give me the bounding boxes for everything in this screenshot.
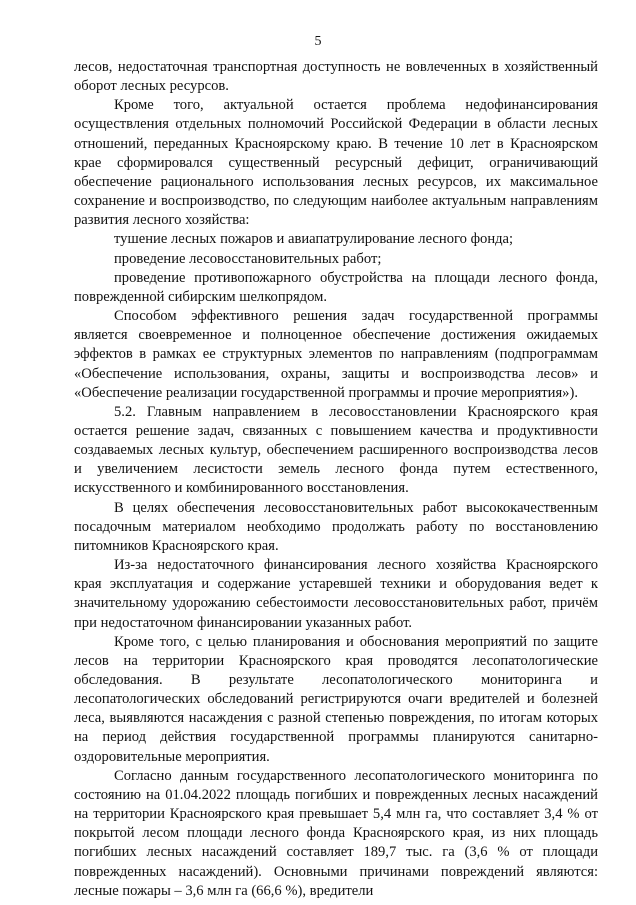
paragraph-monitoring-data: Согласно данным государственного лесопатологического мониторинга по состоянию на 01.04.2022 площадь погибших и поврежденных лесных насаждений на территории Красноярского края превышает 5,4 млн га, что составляет 3,4 % от покрытой лесом площади лесного фонда Красноярского края, из них площадь погибших лесных насаждений составляет 189,7 тыс. га (3,6 % от площади поврежденных насаждений). Основными причинами повреждений являются: лесные пожары – 3,6 млн га (66,6 %), вредители [74,767,598,899]
paragraph-continuation: лесов, недостаточная транспортная доступность не вовлеченных в хозяйственный оборот лесных ресурсов. [74,59,598,95]
paragraph-equipment: Из-за недостаточного финансирования лесного хозяйства Красноярского края эксплуатация и содержание устаревшей техники и оборудования ведет к значительному удорожанию себестоимости лесовосстановительных работ, причём при недостаточном финансировании указанных работ. [74,557,598,631]
page-number: 5 [314,34,322,49]
list-item-fire-prevention: проведение противопожарного обустройства на площади лесного фонда, поврежденной сибирским шелкопрядом. [74,269,598,305]
list-item-fire-fighting: тушение лесных пожаров и авиапатрулирование лесного фонда; [114,231,514,248]
paragraph-nurseries: В целях обеспечения лесовосстановительных работ высококачественным посадочным материалом необходимо продолжать работу по восстановлению питомников Красноярского края. [74,499,598,554]
paragraph-forest-pathology: Кроме того, с целью планирования и обоснования мероприятий по защите лесов на территории Красноярского края проводятся лесопатологические обследования. В результате лесопатологического мониторинга и лесопатологических обследований регистрируются очаги вредителей и болезней леса, выявляются насаждения с разной степенью повреждения, по итогам которых на период действия государственной программы планируются санитарно-оздоровительные мероприятия. [74,633,598,765]
paragraph-section-5-2: 5.2. Главным направлением в лесовосстановлении Красноярского края остается решение задач, связанных с повышением качества и продуктивности создаваемых лесных культур, обеспечением расширенного воспроизводства лесов и увеличением лесистости земель лесного фонда путем естественного, искусственного и комбинированного восстановления. [74,403,598,497]
list-item-reforestation: проведение лесовосстановительных работ; [114,250,382,267]
paragraph-underfunding: Кроме того, актуальной остается проблема недофинансирования осуществления отдельных полномочий Российской Федерации в области лесных отношений, переданных Красноярскому краю. В течение 10 лет в Красноярском крае сформировался существенный ресурсный дефицит, ограничивающий обеспечение рационального использования лесных ресурсов, их максимальное сохранение и воспроизводство, по следующим наиболее актуальным направлениям развития лесного хозяйства: [74,97,598,229]
document-body [74,58,598,901]
paragraph-solution-method: Способом эффективного решения задач государственной программы является своевременное и полноценное обеспечение достижения ожидаемых эффектов в рамках ее структурных элементов по направлениям (подпрограммам «Обеспечение использования, охраны, защиты и воспроизводства лесов» и «Обеспечение реализации государственной программы и прочие мероприятия»). [74,308,598,401]
